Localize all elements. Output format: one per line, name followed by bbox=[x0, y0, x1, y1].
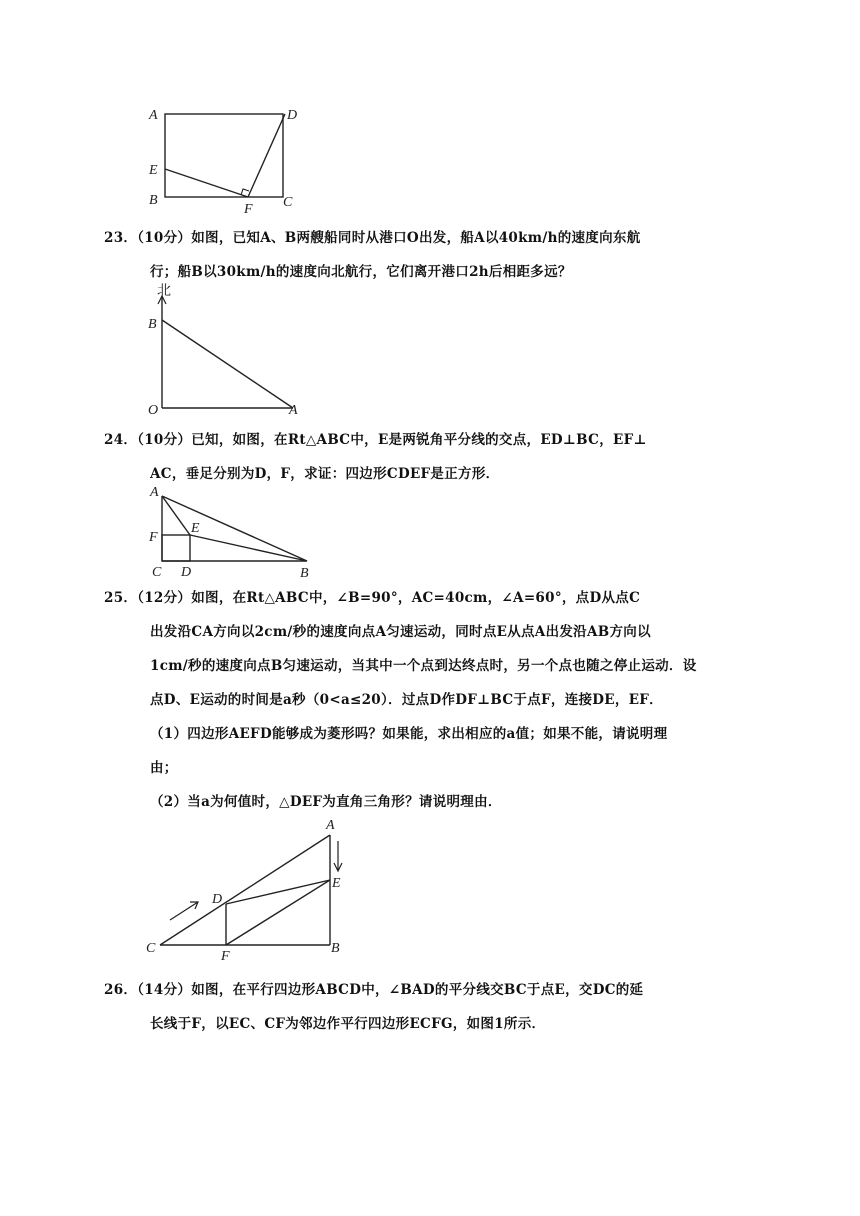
label-B: B bbox=[331, 941, 340, 956]
label-C: C bbox=[146, 941, 156, 956]
label-A: A bbox=[150, 485, 159, 500]
q25-line3: 1cm/秒的速度向点B匀速运动，当其中一个点到达终点时，另一个点也随之停止运动．设 bbox=[150, 658, 697, 674]
label-C: C bbox=[283, 195, 293, 210]
figure-moving-points bbox=[140, 815, 360, 965]
figure-square-cdef bbox=[145, 482, 325, 581]
q25-line4: 点D、E运动的时间是a秒（0<a≤20）．过点D作DF⊥BC于点F，连接DE，EF． bbox=[150, 692, 663, 708]
label-A: A bbox=[326, 818, 335, 833]
q25-part2: （2）当a为何值时，△DEF为直角三角形？请说明理由． bbox=[150, 794, 502, 810]
label-B: B bbox=[148, 317, 157, 332]
q24-line2: AC，垂足分别为D，F，求证：四边形CDEF是正方形． bbox=[150, 466, 500, 482]
label-B: B bbox=[149, 193, 158, 208]
q25-line1: 25．（12分）如图，在Rt△ABC中，∠B=90°，AC=40cm，∠A=60°，点D从点C bbox=[104, 590, 641, 606]
q25-part1-line2: 由； bbox=[150, 760, 178, 776]
figure-rectangle-abcd bbox=[140, 100, 310, 215]
label-A: A bbox=[149, 108, 158, 123]
label-B: B bbox=[300, 566, 309, 581]
label-D: D bbox=[212, 892, 223, 907]
q25-line2: 出发沿CA方向以2cm/秒的速度向点A匀速运动，同时点E从点A出发沿AB方向以 bbox=[150, 624, 651, 640]
q23-line1: 23．（10分）如图，已知A、B两艘船同时从港口O出发，船A以40km/h的速度向东航 bbox=[104, 230, 641, 246]
label-A: A bbox=[289, 403, 298, 418]
label-north: 北 bbox=[157, 283, 171, 299]
label-D: D bbox=[181, 565, 192, 580]
figure-ships-oab bbox=[145, 282, 315, 420]
label-O: O bbox=[148, 403, 159, 418]
q24-line1: 24．（10分）已知，如图，在Rt△ABC中，E是两锐角平分线的交点，ED⊥BC，EF⊥ bbox=[104, 432, 647, 448]
label-F: F bbox=[149, 530, 158, 545]
label-C: C bbox=[152, 565, 162, 580]
label-D: D bbox=[287, 108, 298, 123]
q26-line1: 26．（14分）如图，在平行四边形ABCD中，∠BAD的平分线交BC于点E，交DC的延 bbox=[104, 982, 644, 998]
label-E: E bbox=[149, 163, 158, 178]
q25-part1-line1: （1）四边形AEFD能够成为菱形吗？如果能，求出相应的a值；如果不能，请说明理 bbox=[150, 726, 668, 742]
label-E: E bbox=[332, 876, 341, 891]
label-F: F bbox=[244, 202, 253, 217]
label-F: F bbox=[221, 949, 230, 964]
label-E: E bbox=[191, 521, 200, 536]
q23-line2: 行；船B以30km/h的速度向北航行，它们离开港口2h后相距多远？ bbox=[150, 264, 572, 280]
q26-line2: 长线于F，以EC、CF为邻边作平行四边形ECFG，如图1所示． bbox=[150, 1016, 546, 1032]
